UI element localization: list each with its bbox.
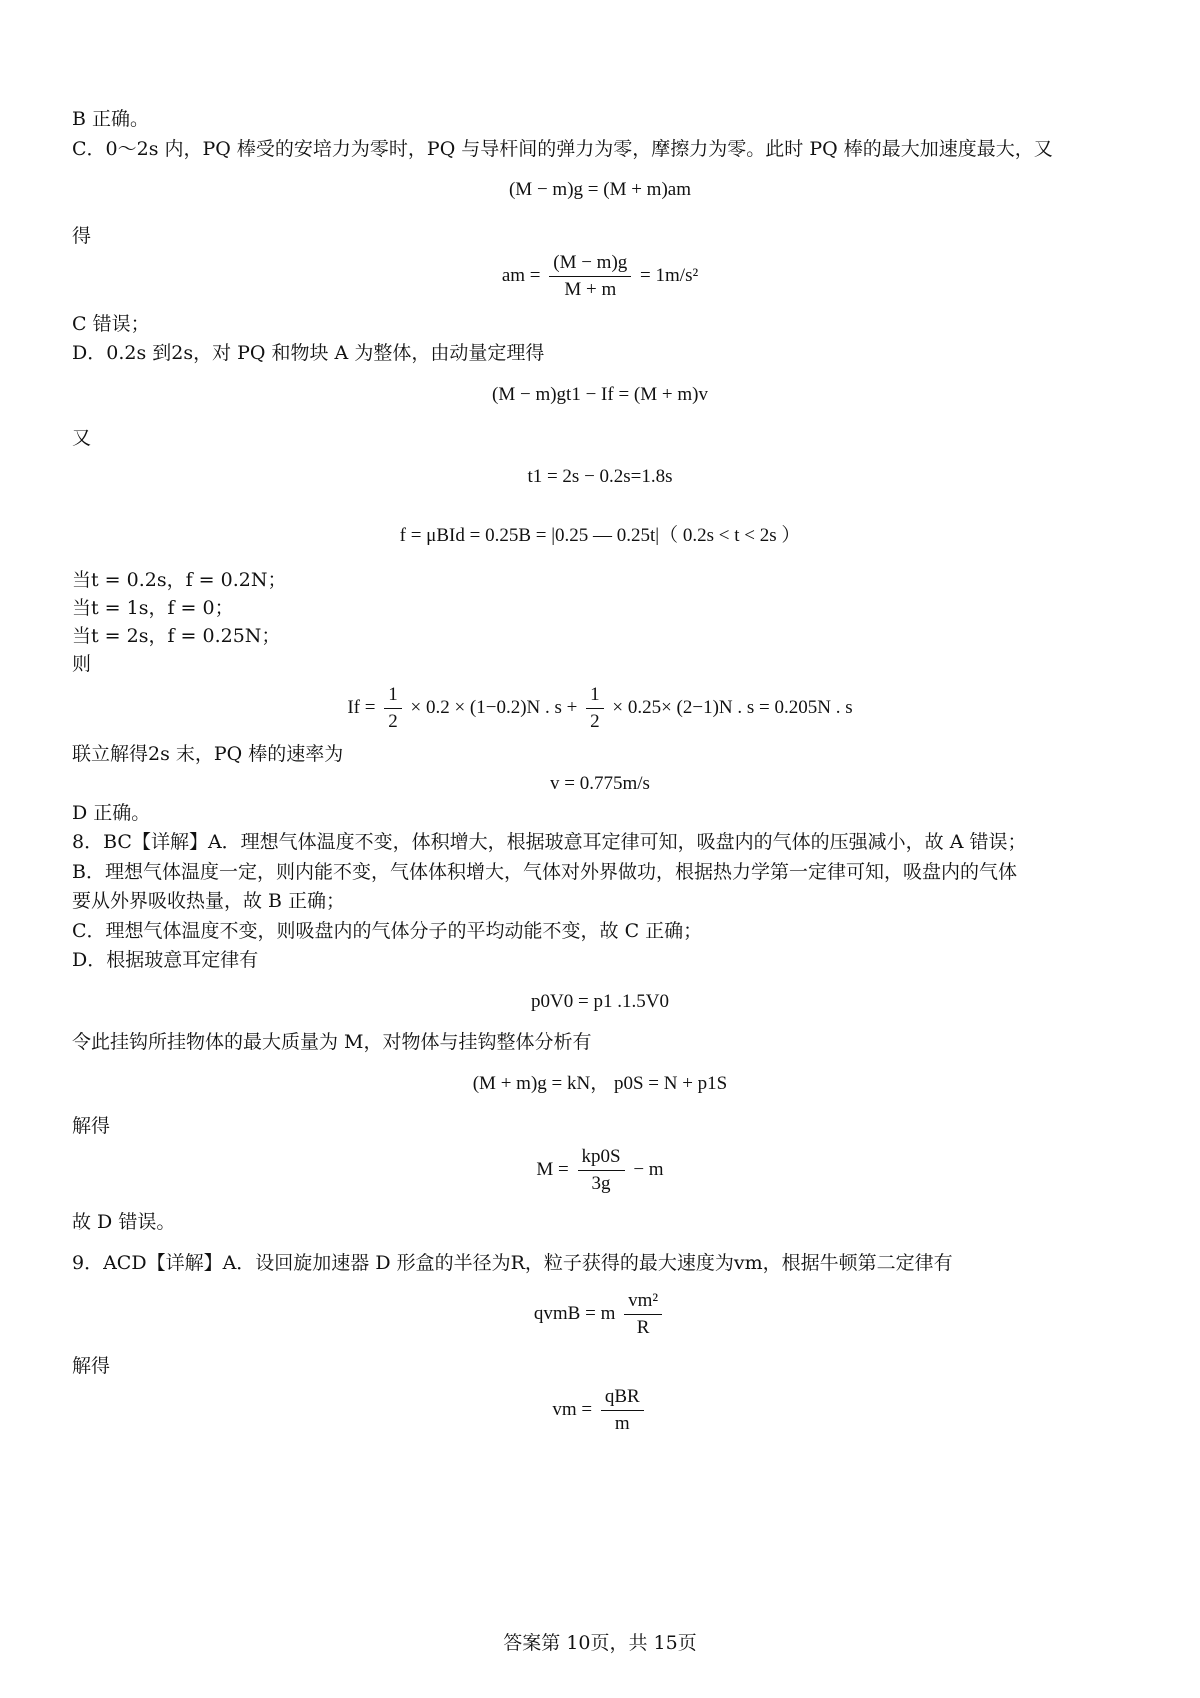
equation: (M − m)gt1 − If = (M + m)v — [492, 384, 708, 405]
fraction — [624, 1290, 662, 1339]
numerator: qBR — [601, 1386, 644, 1411]
equation: f = μBId = 0.25B = |0.25 — 0.25t|（ 0.2s < t < 2s ） — [399, 525, 801, 546]
text-line: 要从外界吸收热量，故 B 正确； — [72, 890, 346, 912]
text-line: 解得 — [72, 1355, 111, 1377]
text-line: 又 — [72, 427, 92, 449]
fraction — [578, 1146, 625, 1195]
fraction — [549, 252, 631, 301]
text-line: B．理想气体温度一定，则内能不变，气体体积增大，气体对外界做功，根据热力学第一定律可知，吸盘内的气体 — [72, 861, 1017, 883]
equation — [0, 252, 1200, 301]
text-line: D 正确。 — [72, 802, 151, 824]
text-line: 8．BC【详解】A．理想气体温度不变，体积增大，根据玻意耳定律可知，吸盘内的气体的压强减小，故 A 错误； — [72, 831, 1027, 853]
equation: (M + m)g = kN， p0S = N + p1S — [472, 1073, 728, 1094]
text-line: 9．ACD【详解】A．设回旋加速器 D 形盒的半径为R，粒子获得的最大速度为vm，根据牛顿第二定律有 — [72, 1252, 953, 1274]
denominator: R — [636, 1317, 650, 1338]
equation — [0, 1146, 1200, 1195]
numerator: kp0S — [578, 1146, 625, 1171]
text-line: 当t = 1s，f = 0； — [72, 597, 234, 619]
numerator: 1 — [384, 684, 402, 709]
equation: p0V0 = p1 .1.5V0 — [531, 991, 669, 1012]
equation-part: am = — [501, 264, 541, 286]
equation-part: M = — [536, 1158, 569, 1180]
equation: t1 = 2s − 0.2s=1.8s — [527, 466, 673, 487]
equation: v = 0.775m/s — [550, 773, 650, 794]
denominator: 2 — [590, 711, 600, 732]
text-line: 联立解得2s 末，PQ 棒的速率为 — [72, 743, 344, 765]
page-footer: 答案第 10页，共 15页 — [503, 1632, 697, 1654]
text-line: 当t = 2s，f = 0.25N； — [72, 625, 281, 647]
text-line: 令此挂钩所挂物体的最大质量为 M，对物体与挂钩整体分析有 — [72, 1031, 592, 1053]
denominator: M + m — [564, 279, 617, 300]
text-line: B 正确。 — [72, 108, 150, 130]
text-line: C．0～2s 内，PQ 棒受的安培力为零时，PQ 与导杆间的弹力为零，摩擦力为零。此时 PQ 棒的最大加速度最大，又 — [72, 138, 1053, 160]
text-line: 则 — [72, 653, 92, 675]
equation: (M − m)g = (M + m)am — [508, 179, 691, 200]
denominator: 2 — [388, 711, 398, 732]
denominator: 3g — [591, 1173, 611, 1194]
numerator: (M − m)g — [549, 252, 631, 277]
equation-part: vm = — [552, 1398, 593, 1420]
equation — [0, 684, 1200, 733]
equation-part: − m — [633, 1158, 664, 1180]
fraction — [601, 1386, 644, 1435]
text-line: 解得 — [72, 1115, 111, 1137]
numerator: 1 — [586, 684, 604, 709]
fraction — [384, 684, 402, 733]
equation-part: × 0.25× (2−1)N . s = 0.205N . s — [612, 696, 853, 718]
equation — [0, 1290, 1200, 1339]
text-line: 得 — [72, 225, 92, 247]
denominator: m — [614, 1413, 630, 1434]
text-line: C 错误； — [72, 313, 150, 335]
text-line: D．根据玻意耳定律有 — [72, 949, 259, 971]
text-line: 故 D 错误。 — [72, 1211, 176, 1233]
equation-part: = 1m/s² — [640, 264, 699, 286]
equation-part: qvmB = m — [533, 1302, 616, 1324]
text-line: D．0.2s 到2s，对 PQ 和物块 A 为整体，由动量定理得 — [72, 342, 545, 364]
text-line: 当t = 0.2s，f = 0.2N； — [72, 569, 287, 591]
numerator: vm² — [624, 1290, 662, 1315]
text-line: C．理想气体温度不变，则吸盘内的气体分子的平均动能不变，故 C 正确； — [72, 920, 703, 942]
equation-part: If = — [347, 696, 376, 718]
fraction — [586, 684, 604, 733]
equation-part: × 0.2 × (1−0.2)N . s + — [410, 696, 578, 718]
equation — [0, 1386, 1200, 1435]
